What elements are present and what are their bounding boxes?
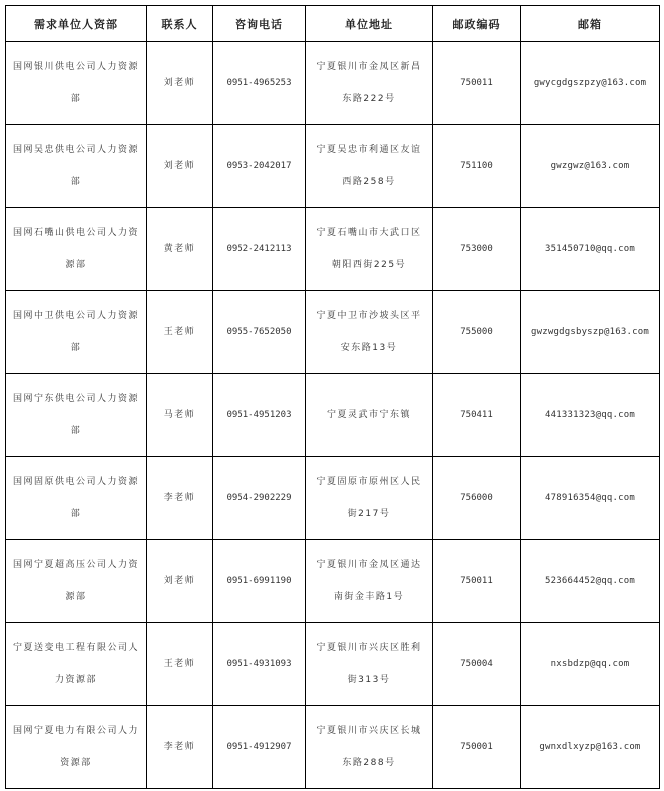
- header-unit: 需求单位人资部: [6, 6, 147, 42]
- contact-cell: 黄老师: [147, 208, 213, 291]
- phone-cell: 0951-4931093: [213, 623, 306, 706]
- email-cell: 351450710@qq.com: [521, 208, 660, 291]
- table-header-row: [6, 6, 660, 42]
- contact-cell: 刘老师: [147, 540, 213, 623]
- contact-cell: 李老师: [147, 457, 213, 540]
- postcode-cell: 750011: [433, 540, 521, 623]
- table-row: [6, 457, 660, 540]
- phone-cell: 0952-2412113: [213, 208, 306, 291]
- table-row: [6, 208, 660, 291]
- header-contact: 联系人: [147, 6, 213, 42]
- email-cell: 523664452@qq.com: [521, 540, 660, 623]
- contact-cell: 王老师: [147, 623, 213, 706]
- unit-cell: 国网宁夏电力有限公司人力资源部: [6, 706, 147, 789]
- header-email: 邮箱: [521, 6, 660, 42]
- email-cell: gwycgdgszpzy@163.com: [521, 42, 660, 125]
- address-cell: 宁夏灵武市宁东镇: [306, 374, 433, 457]
- postcode-cell: 750411: [433, 374, 521, 457]
- email-cell: gwzgwz@163.com: [521, 125, 660, 208]
- recruitment-contacts-table: [5, 5, 660, 789]
- phone-cell: 0951-4951203: [213, 374, 306, 457]
- email-cell: gwnxdlxyzp@163.com: [521, 706, 660, 789]
- unit-cell: 国网石嘴山供电公司人力资源部: [6, 208, 147, 291]
- postcode-cell: 750011: [433, 42, 521, 125]
- phone-cell: 0955-7652050: [213, 291, 306, 374]
- header-postcode: 邮政编码: [433, 6, 521, 42]
- phone-cell: 0951-4912907: [213, 706, 306, 789]
- unit-cell: 国网宁东供电公司人力资源部: [6, 374, 147, 457]
- address-cell: 宁夏银川市兴庆区长城东路288号: [306, 706, 433, 789]
- table-row: [6, 706, 660, 789]
- contact-cell: 李老师: [147, 706, 213, 789]
- email-cell: 478916354@qq.com: [521, 457, 660, 540]
- contact-cell: 刘老师: [147, 42, 213, 125]
- contact-cell: 王老师: [147, 291, 213, 374]
- unit-cell: 国网中卫供电公司人力资源部: [6, 291, 147, 374]
- phone-cell: 0951-6991190: [213, 540, 306, 623]
- address-cell: 宁夏吴忠市利通区友谊西路258号: [306, 125, 433, 208]
- postcode-cell: 755000: [433, 291, 521, 374]
- address-cell: 宁夏银川市金凤区新昌东路222号: [306, 42, 433, 125]
- postcode-cell: 756000: [433, 457, 521, 540]
- table-row: [6, 540, 660, 623]
- address-cell: 宁夏石嘴山市大武口区朝阳西街225号: [306, 208, 433, 291]
- postcode-cell: 751100: [433, 125, 521, 208]
- postcode-cell: 753000: [433, 208, 521, 291]
- table-row: [6, 291, 660, 374]
- unit-cell: 国网宁夏超高压公司人力资源部: [6, 540, 147, 623]
- header-phone: 咨询电话: [213, 6, 306, 42]
- table-row: [6, 374, 660, 457]
- address-cell: 宁夏中卫市沙坡头区平安东路13号: [306, 291, 433, 374]
- table-row: [6, 125, 660, 208]
- address-cell: 宁夏银川市金凤区通达南街金丰路1号: [306, 540, 433, 623]
- phone-cell: 0951-4965253: [213, 42, 306, 125]
- phone-cell: 0954-2902229: [213, 457, 306, 540]
- phone-cell: 0953-2042017: [213, 125, 306, 208]
- email-cell: nxsbdzp@qq.com: [521, 623, 660, 706]
- email-cell: 441331323@qq.com: [521, 374, 660, 457]
- email-cell: gwzwgdgsbyszp@163.com: [521, 291, 660, 374]
- table-row: [6, 623, 660, 706]
- header-address: 单位地址: [306, 6, 433, 42]
- contact-cell: 马老师: [147, 374, 213, 457]
- postcode-cell: 750004: [433, 623, 521, 706]
- unit-cell: 国网银川供电公司人力资源部: [6, 42, 147, 125]
- table-row: [6, 42, 660, 125]
- postcode-cell: 750001: [433, 706, 521, 789]
- unit-cell: 宁夏送变电工程有限公司人力资源部: [6, 623, 147, 706]
- unit-cell: 国网固原供电公司人力资源部: [6, 457, 147, 540]
- address-cell: 宁夏固原市原州区人民街217号: [306, 457, 433, 540]
- address-cell: 宁夏银川市兴庆区胜利街313号: [306, 623, 433, 706]
- contact-cell: 刘老师: [147, 125, 213, 208]
- unit-cell: 国网吴忠供电公司人力资源部: [6, 125, 147, 208]
